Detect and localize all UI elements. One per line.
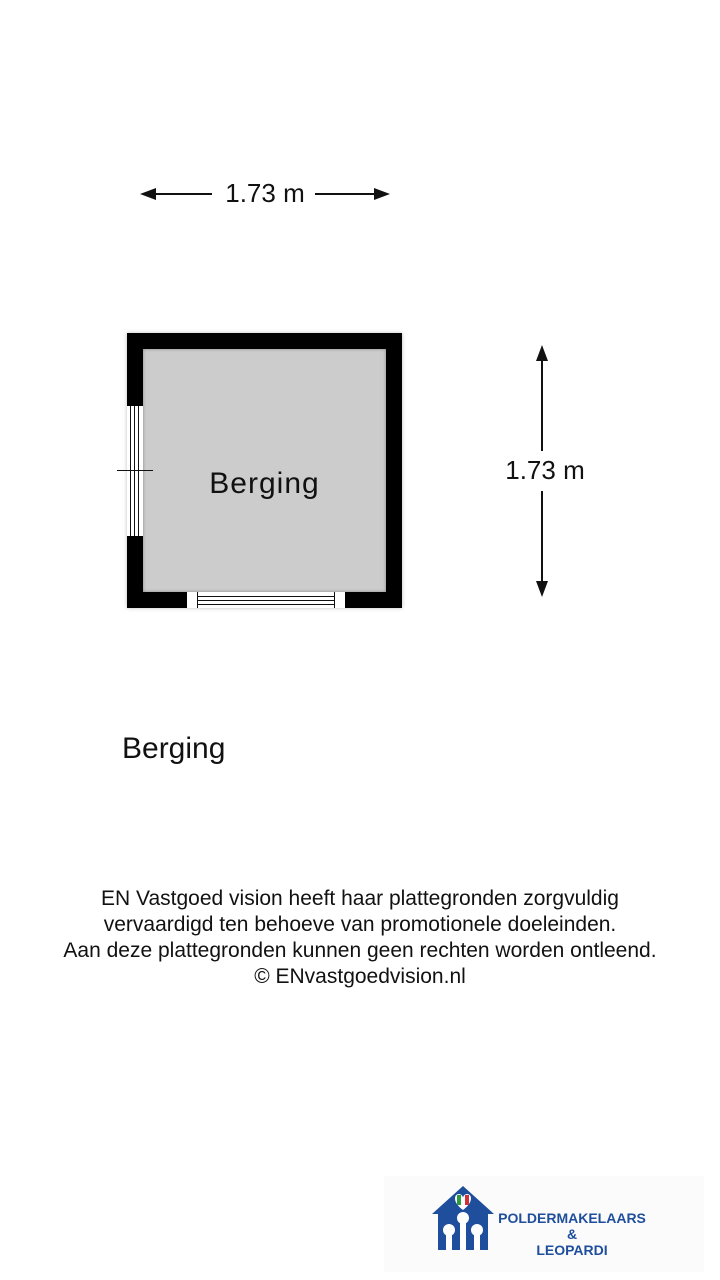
logo-line1: POLDERMAKELAARS — [498, 1210, 646, 1226]
width-label: 1.73 m — [225, 178, 305, 208]
width-dimension — [140, 176, 390, 210]
disclaimer-line: Aan deze plattegronden kunnen geen rechten worden ontleend. — [63, 939, 657, 962]
window-bottom — [187, 592, 345, 608]
disclaimer-line: vervaardigd ten behoeve van promotionele doeleinden. — [103, 913, 617, 936]
floor-plan — [127, 333, 402, 608]
floor-caption: Berging — [122, 732, 226, 765]
copyright: © ENvastgoedvision.nl — [254, 965, 466, 988]
room-floor — [143, 349, 386, 592]
height-dimension — [495, 345, 595, 597]
logo-line3: LEOPARDI — [536, 1242, 608, 1258]
window-marker — [117, 470, 153, 471]
height-label: 1.73 m — [505, 455, 585, 485]
room-label: Berging — [209, 467, 320, 500]
disclaimer — [0, 886, 720, 990]
logo-line2: & — [566, 1226, 578, 1242]
logo-text — [492, 1210, 652, 1258]
company-logo — [384, 1176, 704, 1272]
house-heart-icon — [432, 1184, 494, 1252]
disclaimer-line: EN Vastgoed vision heeft haar plattegronden zorgvuldig — [101, 887, 619, 910]
window-left — [127, 406, 143, 536]
